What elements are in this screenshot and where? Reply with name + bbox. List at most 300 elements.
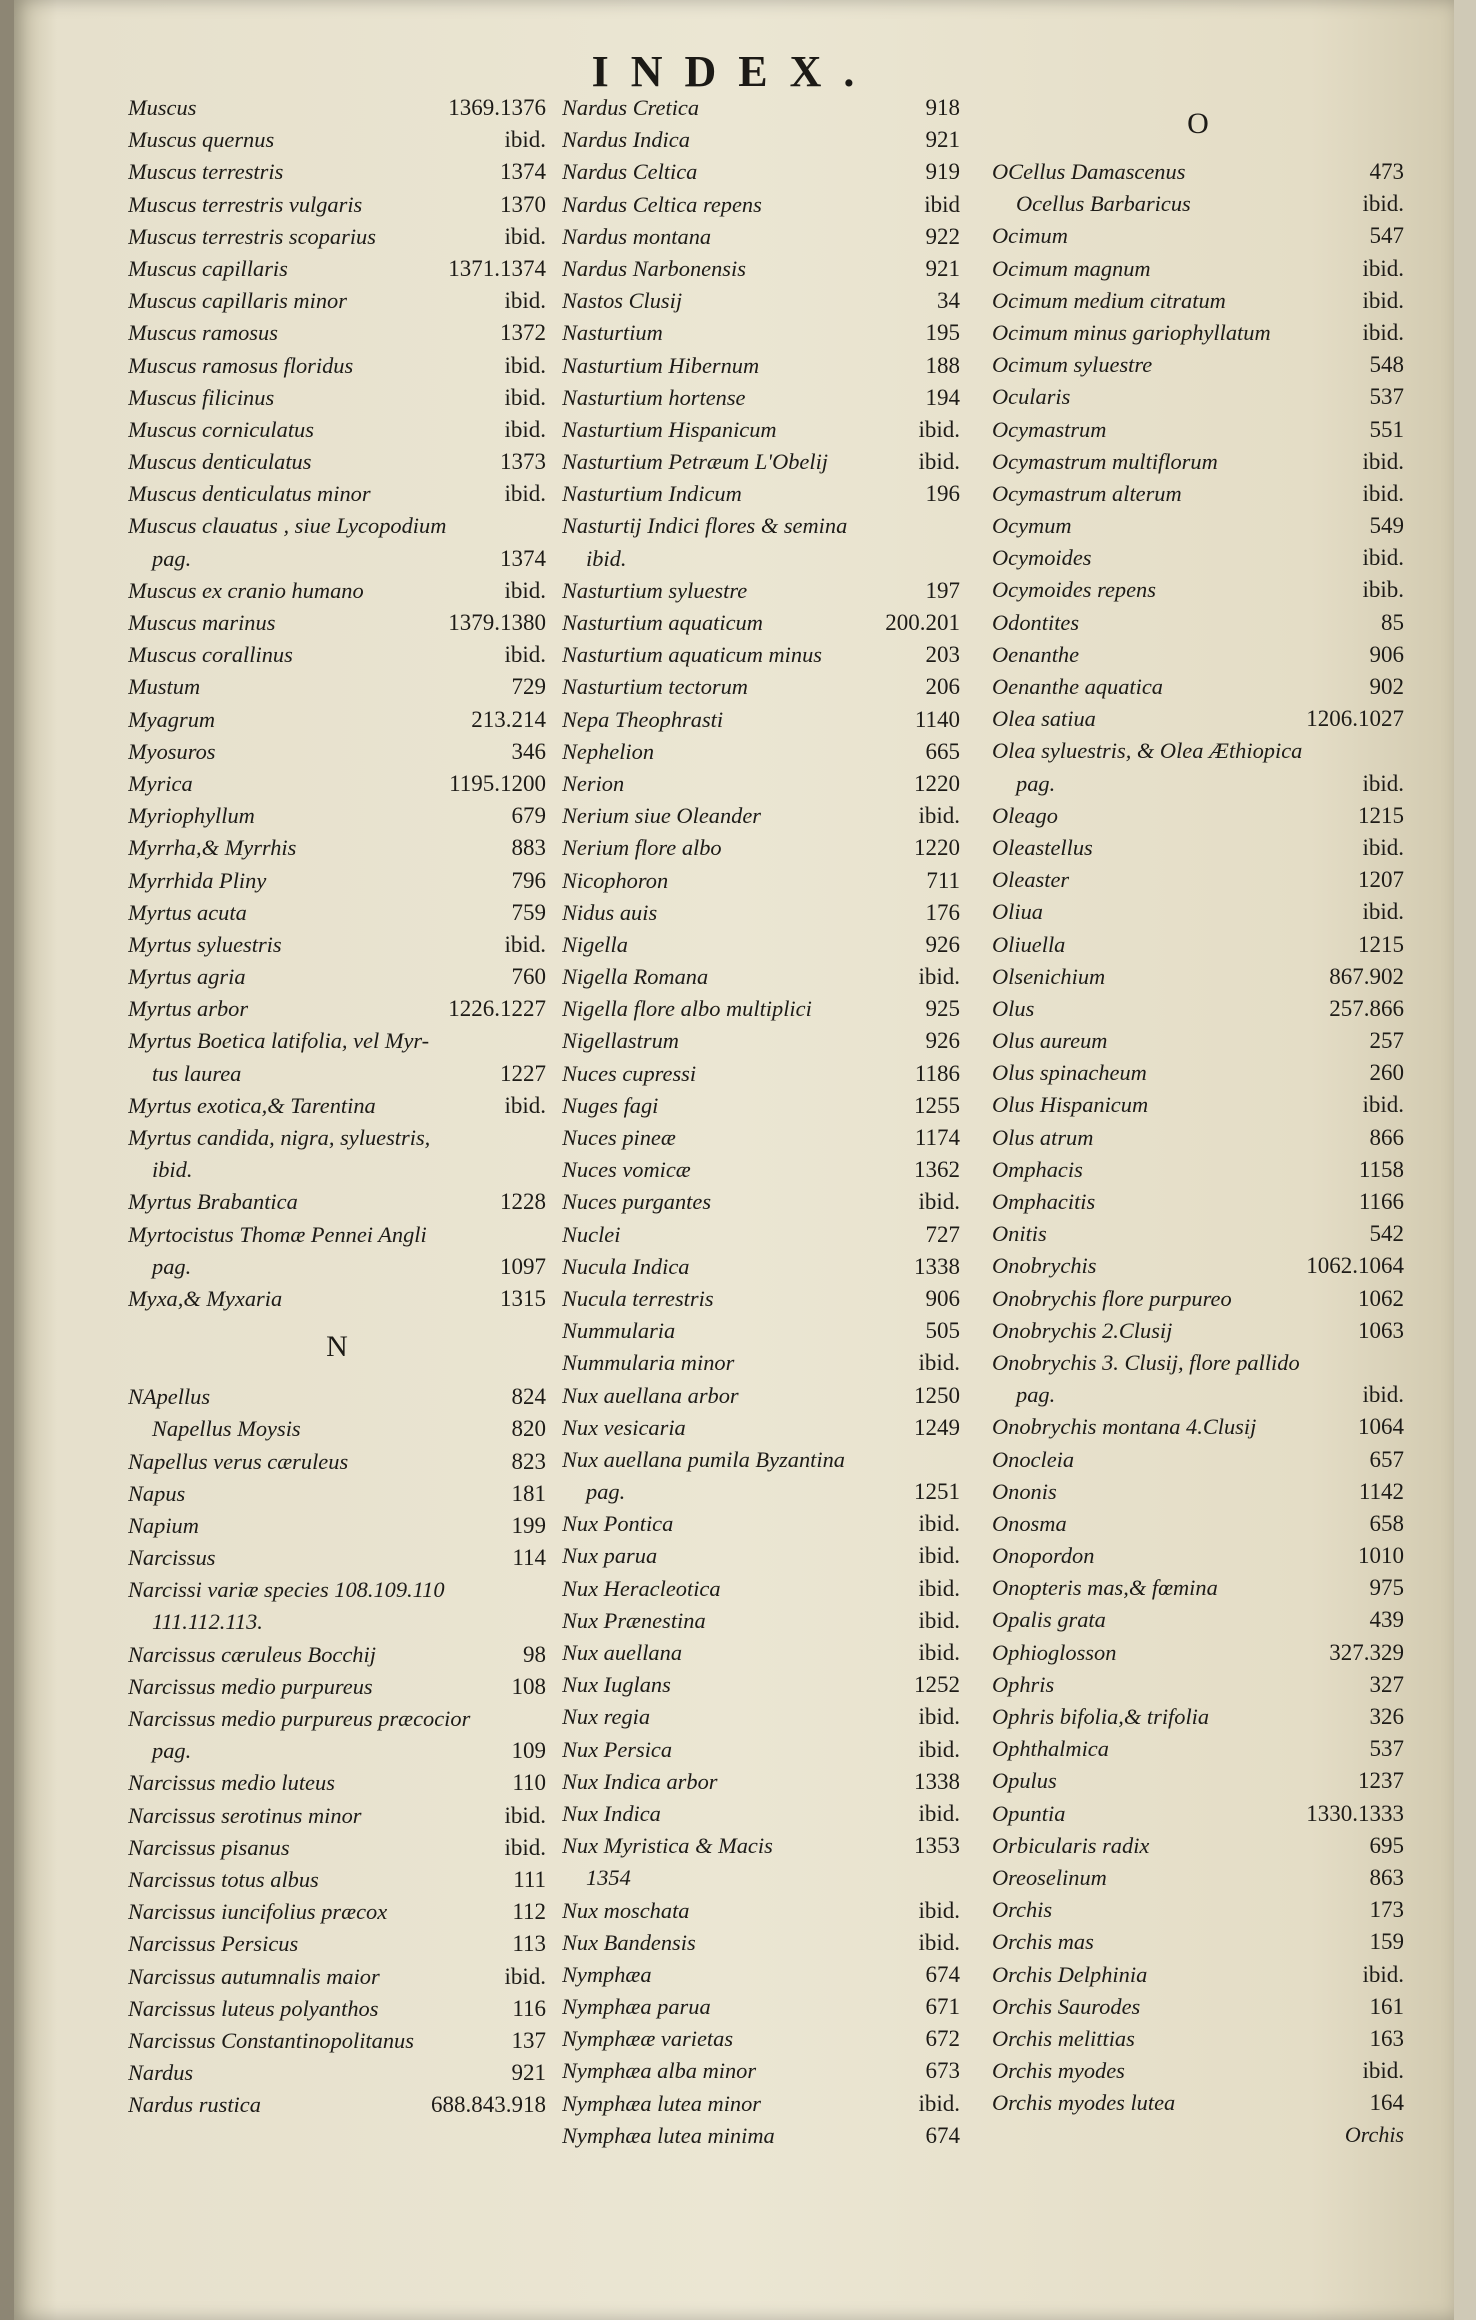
entry-page: 1374 bbox=[500, 159, 546, 185]
index-entry bbox=[992, 1862, 1404, 1894]
entry-page: 547 bbox=[1369, 223, 1404, 249]
entry-name: Nephelion bbox=[562, 738, 655, 764]
index-entry bbox=[992, 1476, 1404, 1508]
entry-page: 820 bbox=[511, 1416, 546, 1442]
entry-page: ibid. bbox=[504, 577, 546, 603]
catchword: Orchis bbox=[1344, 2122, 1404, 2148]
entry-page: 906 bbox=[925, 1285, 960, 1311]
entry-page: ibid. bbox=[918, 964, 960, 990]
index-entry bbox=[562, 189, 960, 221]
index-entry bbox=[562, 510, 960, 542]
entry-name: Ocellus Barbaricus bbox=[1016, 191, 1191, 217]
entry-page: 1186 bbox=[914, 1060, 960, 1086]
index-entry bbox=[562, 221, 960, 253]
entry-name: Ophris bifolia,& trifolia bbox=[992, 1704, 1210, 1729]
entry-name: Nardus Narbonensis bbox=[562, 255, 746, 281]
entry-page: 760 bbox=[511, 964, 546, 990]
entry-name: Oleaster bbox=[992, 867, 1070, 893]
entry-name: Myrtus candida, nigra, syluestris, bbox=[128, 1125, 431, 1150]
index-entry bbox=[562, 1540, 960, 1572]
entry-page: 679 bbox=[511, 803, 546, 829]
entry-name: Muscus corallinus bbox=[128, 642, 293, 668]
index-entry bbox=[128, 1961, 546, 1993]
entry-name: Nuces pineæ bbox=[562, 1125, 676, 1150]
entry-name: Narcissus pisanus bbox=[128, 1834, 290, 1860]
entry-page: 922 bbox=[925, 223, 960, 249]
entry-page: 727 bbox=[925, 1221, 960, 1247]
letter-heading-o: O bbox=[1187, 107, 1209, 140]
entry-name: Olea satiua bbox=[992, 706, 1096, 732]
entry-page: 796 bbox=[511, 867, 546, 893]
entry-page: 1369.1376 bbox=[448, 95, 546, 120]
entry-name: Nymphæa alba minor bbox=[562, 2058, 757, 2084]
entry-page: ibid. bbox=[1362, 287, 1404, 313]
entry-page: ibib. bbox=[1362, 577, 1404, 603]
index-entry bbox=[562, 285, 960, 317]
entry-name: Ocymoides bbox=[992, 545, 1092, 571]
entry-name: Orchis bbox=[992, 1897, 1053, 1923]
entry-page: 1206.1027 bbox=[1306, 706, 1404, 732]
entry-name: Ocimum minus gariophyllatum bbox=[992, 319, 1271, 345]
entry-name: Myrica bbox=[128, 770, 193, 796]
entry-page: ibid. bbox=[1362, 1382, 1404, 1408]
index-entry bbox=[128, 543, 546, 575]
entry-name: pag. bbox=[152, 1253, 192, 1279]
entry-name: Nardus bbox=[128, 2060, 194, 2086]
entry-name: Nux Pontica bbox=[562, 1511, 674, 1537]
index-entry bbox=[992, 1765, 1404, 1797]
entry-page: 1338 bbox=[914, 1768, 960, 1794]
entry-page: 902 bbox=[1369, 674, 1404, 699]
entry-name: ibid. bbox=[586, 545, 627, 571]
index-entry bbox=[128, 575, 546, 607]
index-entry bbox=[128, 1993, 546, 2025]
index-entry bbox=[992, 510, 1404, 542]
entry-page: 824 bbox=[511, 1384, 546, 1410]
entry-page: 109 bbox=[511, 1738, 546, 1764]
index-entry bbox=[128, 414, 546, 446]
entries-n-continued-group bbox=[562, 92, 960, 2152]
index-entry bbox=[562, 671, 960, 703]
entry-name: Muscus corniculatus bbox=[128, 416, 314, 442]
entry-page: ibid. bbox=[504, 1963, 546, 1989]
index-entry bbox=[128, 1606, 546, 1638]
index-entry bbox=[562, 1315, 960, 1347]
entry-page: 921 bbox=[925, 127, 960, 153]
entry-name: Ocimum bbox=[992, 223, 1068, 249]
entry-page: ibid. bbox=[504, 1834, 546, 1860]
entry-name: Ocimum magnum bbox=[992, 255, 1151, 281]
entry-page: ibid. bbox=[1362, 770, 1404, 796]
index-entry bbox=[562, 1219, 960, 1251]
entries-o-group bbox=[992, 156, 1404, 2119]
index-entry bbox=[562, 414, 960, 446]
index-entry bbox=[128, 253, 546, 285]
entry-name: Nux auellana pumila Byzantina bbox=[562, 1446, 845, 1472]
entry-name: Myrtus syluestris bbox=[128, 931, 282, 957]
entry-name: Narcissus serotinus minor bbox=[128, 1802, 362, 1828]
index-entry bbox=[562, 2120, 960, 2152]
entry-page: 1371.1374 bbox=[448, 255, 546, 281]
index-entry bbox=[562, 1251, 960, 1283]
entry-name: Nucula Indica bbox=[562, 1253, 690, 1279]
entry-name: 111.112.113. bbox=[152, 1609, 263, 1635]
entry-name: Nux Prænestina bbox=[562, 1607, 706, 1633]
entries-n-group bbox=[128, 1381, 546, 2121]
entry-name: Narcissus medio purpureus præcocior bbox=[128, 1706, 471, 1731]
index-entry bbox=[128, 1574, 546, 1606]
entry-name: Muscus bbox=[128, 95, 197, 120]
index-page bbox=[14, 0, 1454, 2320]
entry-page: 1166 bbox=[1358, 1189, 1404, 1214]
index-entry bbox=[128, 961, 546, 993]
entry-page: 197 bbox=[925, 577, 960, 603]
entry-name: Nymphæa lutea minor bbox=[562, 2090, 762, 2116]
entry-name: Nasturtium syluestre bbox=[562, 577, 748, 603]
entry-page: ibid. bbox=[918, 2090, 960, 2116]
entry-page: 1255 bbox=[914, 1092, 960, 1118]
entry-name: Nardus Celtica bbox=[562, 159, 698, 185]
index-entry bbox=[562, 1380, 960, 1412]
index-entry bbox=[128, 1735, 546, 1767]
entry-name: Olea syluestris, & Olea Æthiopica bbox=[992, 738, 1303, 764]
index-entry bbox=[562, 1154, 960, 1186]
index-entry bbox=[992, 1250, 1404, 1282]
entry-name: Orchis myodes bbox=[992, 2058, 1125, 2084]
index-entry bbox=[992, 1218, 1404, 1250]
entry-name: 1354 bbox=[586, 1865, 631, 1891]
entry-name: Nardus Cretica bbox=[562, 95, 700, 120]
entry-page: ibid. bbox=[1362, 899, 1404, 925]
index-entry bbox=[992, 542, 1404, 574]
entry-name: Orchis Delphinia bbox=[992, 1961, 1148, 1987]
entry-name: Narcissus cæruleus Bocchij bbox=[128, 1641, 376, 1667]
entry-name: Oliua bbox=[992, 899, 1044, 925]
index-entry bbox=[562, 607, 960, 639]
entry-page: 1062 bbox=[1358, 1285, 1404, 1311]
index-entry bbox=[562, 1025, 960, 1057]
entry-name: Ocymastrum multiflorum bbox=[992, 448, 1218, 474]
entry-name: Nasturtij Indici flores & semina bbox=[562, 513, 848, 539]
entry-page: ibid. bbox=[918, 1511, 960, 1537]
index-entry bbox=[992, 349, 1404, 381]
index-entry bbox=[562, 832, 960, 864]
entry-page: 1374 bbox=[500, 545, 546, 571]
entry-page: 1063 bbox=[1358, 1317, 1404, 1343]
entry-name: Napellus verus cæruleus bbox=[128, 1448, 349, 1474]
index-entry bbox=[128, 2089, 546, 2121]
index-entry bbox=[128, 92, 546, 124]
index-entry bbox=[992, 2055, 1404, 2087]
entry-name: Myriophyllum bbox=[128, 803, 255, 829]
index-entry bbox=[562, 1605, 960, 1637]
entry-name: Myosuros bbox=[128, 738, 216, 764]
entry-page: ibid. bbox=[918, 1640, 960, 1665]
entry-name: Onopordon bbox=[992, 1543, 1095, 1569]
entry-name: Nardus Celtica repens bbox=[562, 191, 762, 217]
index-entry bbox=[562, 1798, 960, 1830]
entry-name: Napus bbox=[128, 1480, 186, 1506]
index-entry bbox=[992, 1283, 1404, 1315]
entry-name: Nux Persica bbox=[562, 1736, 673, 1762]
entry-name: Muscus filicinus bbox=[128, 384, 275, 410]
index-entry bbox=[992, 253, 1404, 285]
entry-page: 926 bbox=[925, 1028, 960, 1054]
entry-page: 866 bbox=[1369, 1124, 1404, 1150]
entry-page: 200.201 bbox=[885, 610, 960, 635]
entry-name: Orchis Saurodes bbox=[992, 1993, 1141, 2019]
entry-name: Muscus marinus bbox=[128, 610, 276, 635]
index-entry bbox=[992, 1411, 1404, 1443]
index-entry bbox=[562, 478, 960, 510]
entry-page: ibid. bbox=[918, 803, 960, 829]
entry-page: ibid. bbox=[1362, 2058, 1404, 2084]
entry-name: Ocymoides repens bbox=[992, 577, 1156, 603]
entry-name: Olus spinacheum bbox=[992, 1060, 1147, 1086]
entry-name: Nymphæa parua bbox=[562, 1994, 711, 2020]
entry-name: Myrtus arbor bbox=[128, 996, 249, 1022]
entry-page: 1228 bbox=[500, 1189, 546, 1215]
entry-name: Muscus denticulatus minor bbox=[128, 481, 371, 507]
index-entry bbox=[128, 704, 546, 736]
entry-page: 1220 bbox=[914, 835, 960, 861]
entry-page: ibid. bbox=[918, 1897, 960, 1923]
entry-page: 1252 bbox=[914, 1672, 960, 1698]
index-entry bbox=[128, 1542, 546, 1574]
index-entry bbox=[562, 1927, 960, 1959]
entry-name: Oenanthe aquatica bbox=[992, 674, 1164, 699]
index-entry bbox=[128, 156, 546, 188]
entry-name: Nasturtium hortense bbox=[562, 384, 746, 410]
entry-name: Onitis bbox=[992, 1221, 1047, 1247]
entry-name: Nux Indica bbox=[562, 1800, 661, 1826]
entry-name: Muscus denticulatus bbox=[128, 449, 312, 475]
entry-name: Oreoselinum bbox=[992, 1864, 1107, 1890]
entry-name: pag. bbox=[586, 1479, 626, 1505]
entry-name: Nigellastrum bbox=[562, 1028, 679, 1054]
entry-name: Nux vesicaria bbox=[562, 1414, 686, 1440]
entry-name: Nuges fagi bbox=[562, 1092, 659, 1118]
index-entry bbox=[128, 1639, 546, 1671]
entry-page: 163 bbox=[1369, 2025, 1404, 2051]
entry-name: Narcissus medio purpureus bbox=[128, 1673, 373, 1699]
entry-page: 1097 bbox=[500, 1253, 546, 1279]
index-entry bbox=[992, 1025, 1404, 1057]
index-entry bbox=[992, 607, 1404, 639]
entry-page: 1140 bbox=[914, 706, 960, 732]
index-entry bbox=[128, 1671, 546, 1703]
entry-page: 505 bbox=[925, 1318, 960, 1344]
entry-name: Ophioglosson bbox=[992, 1639, 1117, 1665]
entry-name: Muscus capillaris minor bbox=[128, 288, 347, 314]
entry-page: ibid. bbox=[1362, 448, 1404, 474]
index-entry bbox=[128, 382, 546, 414]
entry-page: 711 bbox=[926, 867, 960, 893]
index-entry bbox=[562, 2088, 960, 2120]
entry-page: ibid. bbox=[504, 1092, 546, 1118]
entry-name: Ocimum syluestre bbox=[992, 352, 1153, 378]
index-entry bbox=[562, 156, 960, 188]
index-entry bbox=[562, 800, 960, 832]
index-entry bbox=[992, 2087, 1404, 2119]
entry-page: 548 bbox=[1369, 352, 1404, 378]
entry-page: ibid. bbox=[1362, 545, 1404, 571]
entry-name: Nuces vomicæ bbox=[562, 1157, 691, 1183]
entry-name: Nux auellana bbox=[562, 1640, 683, 1665]
entry-name: pag. bbox=[152, 1738, 192, 1764]
entry-page: 116 bbox=[512, 1995, 546, 2021]
index-entry bbox=[992, 1444, 1404, 1476]
entry-name: Nux parua bbox=[562, 1543, 658, 1569]
index-entry bbox=[128, 1154, 546, 1186]
index-entry bbox=[562, 1991, 960, 2023]
entry-name: Muscus ramosus floridus bbox=[128, 352, 354, 378]
entry-name: Orchis melittias bbox=[992, 2025, 1135, 2051]
entry-page: 164 bbox=[1369, 2090, 1404, 2116]
entry-page: 98 bbox=[523, 1641, 546, 1667]
index-entry bbox=[992, 639, 1404, 671]
index-entry bbox=[992, 993, 1404, 1025]
index-entry bbox=[562, 446, 960, 478]
entry-name: Myrtus agria bbox=[128, 964, 246, 990]
index-entry bbox=[128, 929, 546, 961]
index-entry bbox=[562, 961, 960, 993]
index-entry bbox=[128, 865, 546, 897]
entry-name: Odontites bbox=[992, 609, 1080, 635]
entry-page: 1251 bbox=[914, 1479, 960, 1505]
index-entry bbox=[562, 1444, 960, 1476]
entry-page: ibid. bbox=[504, 384, 546, 410]
index-column-3 bbox=[992, 92, 1404, 2151]
page-title: INDEX. bbox=[591, 47, 877, 96]
entry-page: 688.843.918 bbox=[431, 2092, 546, 2118]
index-entry bbox=[992, 1154, 1404, 1186]
entry-page: 257.866 bbox=[1329, 995, 1404, 1021]
entry-name: Muscus ex cranio humano bbox=[128, 577, 364, 603]
entry-name: Onobrychis montana 4.Clusij bbox=[992, 1414, 1257, 1440]
index-entry bbox=[992, 1089, 1404, 1121]
entry-page: ibid. bbox=[504, 127, 546, 153]
entry-name: Nucula terrestris bbox=[562, 1285, 714, 1311]
index-entry bbox=[992, 574, 1404, 606]
entry-page: 1010 bbox=[1358, 1543, 1404, 1569]
entry-page: 863 bbox=[1369, 1864, 1404, 1890]
entry-page: 883 bbox=[511, 835, 546, 861]
entry-name: Nastos Clusij bbox=[562, 288, 683, 314]
entry-page: 537 bbox=[1369, 1736, 1404, 1762]
entry-name: Myrtus exotica,& Tarentina bbox=[128, 1092, 376, 1118]
index-entry bbox=[562, 1476, 960, 1508]
entry-name: pag. bbox=[1016, 1382, 1056, 1408]
index-entry bbox=[992, 1637, 1404, 1669]
index-entry bbox=[128, 1703, 546, 1735]
entry-name: Omphacis bbox=[992, 1156, 1083, 1182]
entry-name: Muscus terrestris scoparius bbox=[128, 223, 376, 249]
index-entry bbox=[128, 1025, 546, 1057]
index-entry bbox=[562, 1058, 960, 1090]
entry-page: 327.329 bbox=[1329, 1639, 1404, 1665]
entry-page: ibid. bbox=[504, 481, 546, 507]
entry-name: Myxa,& Myxaria bbox=[128, 1285, 283, 1311]
index-entry bbox=[128, 1767, 546, 1799]
index-entry bbox=[128, 607, 546, 639]
entry-name: Muscus ramosus bbox=[128, 320, 278, 346]
entry-name: Nummularia bbox=[562, 1318, 676, 1344]
entry-name: Nasturtium Indicum bbox=[562, 481, 742, 507]
index-entry bbox=[562, 382, 960, 414]
index-entry bbox=[128, 832, 546, 864]
entry-page: ibid. bbox=[918, 1575, 960, 1601]
entry-name: Nymphæa lutea minima bbox=[562, 2122, 775, 2148]
entry-page: 34 bbox=[937, 288, 960, 314]
index-entry bbox=[562, 929, 960, 961]
entry-name: Nepa Theophrasti bbox=[562, 706, 724, 732]
index-entry bbox=[562, 639, 960, 671]
index-entry bbox=[128, 639, 546, 671]
index-entry bbox=[562, 1830, 960, 1862]
index-entry bbox=[128, 350, 546, 382]
entry-page: ibid. bbox=[918, 1800, 960, 1826]
entry-page: 1062.1064 bbox=[1306, 1253, 1404, 1279]
index-entry bbox=[992, 188, 1404, 220]
entry-page: 823 bbox=[511, 1448, 546, 1474]
entry-name: Onobrychis 3. Clusij, flore pallido bbox=[992, 1349, 1300, 1375]
index-entry bbox=[562, 704, 960, 736]
index-entry bbox=[562, 1412, 960, 1444]
index-entry bbox=[562, 993, 960, 1025]
entry-page: ibid. bbox=[504, 931, 546, 957]
index-entry bbox=[992, 1186, 1404, 1218]
entry-name: Ocimum medium citratum bbox=[992, 287, 1226, 313]
entry-page: 159 bbox=[1369, 1929, 1404, 1955]
index-entry bbox=[992, 929, 1404, 961]
entry-name: Nux regia bbox=[562, 1704, 651, 1730]
index-entry bbox=[128, 2025, 546, 2057]
index-entry bbox=[128, 736, 546, 768]
entry-name: Opulus bbox=[992, 1768, 1057, 1794]
index-entry bbox=[562, 1959, 960, 1991]
entry-name: Ononis bbox=[992, 1478, 1057, 1504]
entry-name: Nasturtium Hispanicum bbox=[562, 416, 777, 442]
index-entry bbox=[128, 1090, 546, 1122]
index-entry bbox=[992, 1894, 1404, 1926]
entry-name: Muscus capillaris bbox=[128, 255, 288, 281]
index-entry bbox=[562, 1508, 960, 1540]
index-entry bbox=[562, 1186, 960, 1218]
entry-page: ibid. bbox=[1362, 191, 1404, 217]
entry-name: pag. bbox=[152, 545, 192, 571]
entry-page: 1315 bbox=[500, 1285, 546, 1311]
entry-name: Nasturtium Hibernum bbox=[562, 352, 760, 378]
index-entry bbox=[562, 1862, 960, 1894]
entry-name: Olus Hispanicum bbox=[992, 1092, 1149, 1118]
index-entry bbox=[128, 1413, 546, 1445]
index-entry bbox=[128, 1446, 546, 1478]
index-entry bbox=[562, 1122, 960, 1154]
entry-name: Myrrha,& Myrrhis bbox=[128, 835, 297, 861]
entry-page: 1195.1200 bbox=[449, 770, 546, 796]
entry-page: ibid. bbox=[918, 1607, 960, 1633]
entry-page: 114 bbox=[512, 1545, 546, 1571]
entry-name: Onobrychis flore purpureo bbox=[992, 1285, 1232, 1311]
entry-page: 549 bbox=[1369, 513, 1404, 539]
entry-name: Narcissus luteus polyanthos bbox=[128, 1995, 379, 2021]
entry-name: Nerion bbox=[562, 770, 625, 796]
entry-name: Nuces cupressi bbox=[562, 1060, 697, 1086]
entry-name: Nux auellana arbor bbox=[562, 1382, 739, 1408]
index-entry bbox=[128, 1122, 546, 1154]
entry-name: Nasturtium Petræum L'Obelij bbox=[562, 449, 829, 475]
